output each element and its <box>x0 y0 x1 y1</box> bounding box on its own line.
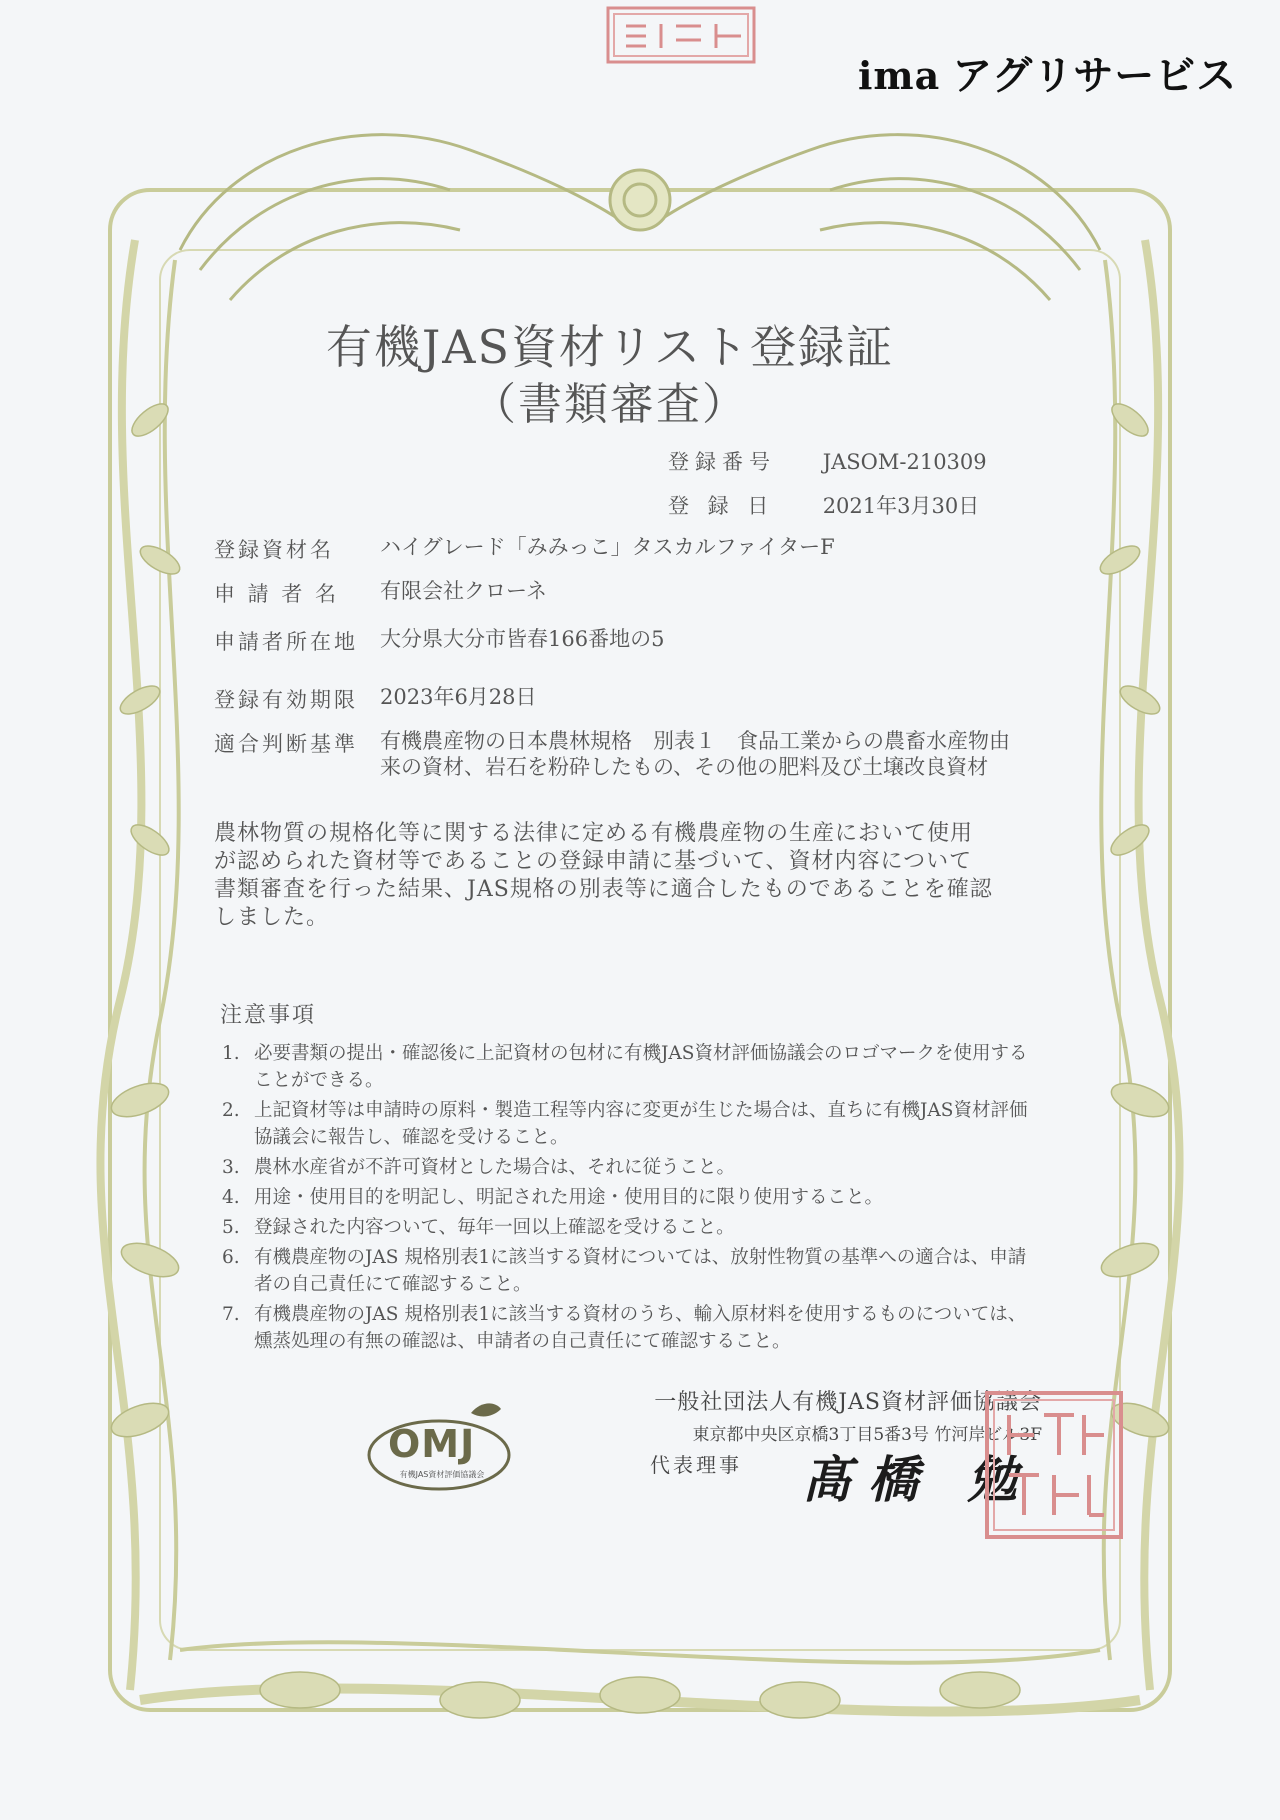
field-value: 2023年6月28日 <box>380 685 537 709</box>
note-text: 農林水産省が不許可資材とした場合は、それに従うこと。 <box>254 1157 736 1178</box>
registration-date-value: 2021年3月30日 <box>822 494 980 518</box>
note-text: 有機農産物のJAS 規格別表1に該当する資材については、放射性物質の基準への適合は、申請者の自己責任にて確認すること。 <box>254 1247 1027 1295</box>
note-number: 5. <box>222 1217 240 1238</box>
title-main: 有機JAS資材リスト登録証 <box>325 320 895 374</box>
note-number: 4. <box>222 1187 240 1208</box>
registration-date <box>668 490 979 520</box>
notes-heading: 注意事項 <box>220 1003 317 1028</box>
brand-prefix: ima <box>858 53 941 98</box>
title-sub: （書類審査） <box>472 379 748 430</box>
field-label: 適合判断基準 <box>214 732 358 756</box>
representative-signature: 髙橋 勉 <box>802 1450 1034 1509</box>
list-item <box>222 1184 1042 1211</box>
note-number: 1. <box>222 1043 240 1064</box>
field-value: 有限会社クローネ <box>380 579 547 603</box>
registration-date-label: 登 録 日 <box>668 494 775 518</box>
omj-logo-caption: 有機JAS資材評価協議会 <box>399 1470 485 1479</box>
registration-number-value: JASOM-210309 <box>822 450 987 474</box>
field-value: 大分県大分市皆春166番地の5 <box>380 627 665 651</box>
note-number: 7. <box>222 1304 240 1325</box>
note-number: 6. <box>222 1247 240 1268</box>
field-label: 申請者所在地 <box>214 630 358 654</box>
note-text: 有機農産物のJAS 規格別表1に該当する資材のうち、輸入原材料を使用するものについては、燻蒸処理の有無の確認は、申請者の自己責任にて確認すること。 <box>254 1304 1027 1352</box>
omj-logo-mark: OMJ <box>388 1422 476 1466</box>
note-text: 登録された内容ついて、毎年一回以上確認を受けること。 <box>254 1217 735 1238</box>
field-value: 有機農産物の日本農林規格 別表１ 食品工業からの農畜水産物由来の資材、岩石を粉砕したもの、その他の肥料及び土壌改良資材 <box>380 729 1010 779</box>
top-seal-stamp <box>606 6 756 64</box>
brand-stamp <box>858 44 1238 104</box>
official-seal-stamp <box>984 1390 1124 1540</box>
issuer-organization: 一般社団法人有機JAS資材評価協議会 <box>654 1390 1042 1415</box>
field-label: 申 請 者 名 <box>214 582 340 606</box>
brand-name: アグリサービス <box>952 53 1238 99</box>
note-text: 必要書類の提出・確認後に上記資材の包材に有機JAS資材評価協議会のロゴマークを使用することができる。 <box>254 1043 1028 1091</box>
notes-list <box>222 1040 1042 1358</box>
field-label: 登録有効期限 <box>214 688 358 712</box>
certification-statement: 農林物質の規格化等に関する法律に定める有機農産物の生産において使用が認められた資材等であることの登録申請に基づいて、資材内容について書類審査を行った結果、JAS規格の別表等に適合したものであることを確認しました。 <box>214 821 993 930</box>
list-item <box>222 1244 1042 1298</box>
note-text: 上記資材等は申請時の原料・製造工程等内容に変更が生じた場合は、直ちに有機JAS資材評価協議会に報告し、確認を受けること。 <box>254 1100 1028 1148</box>
list-item <box>222 1097 1042 1151</box>
representative-title: 代表理事 <box>650 1453 742 1477</box>
list-item <box>222 1301 1042 1355</box>
field-label: 登録資材名 <box>214 538 334 562</box>
list-item <box>222 1214 1042 1241</box>
issuer-block <box>572 1385 1042 1445</box>
registration-number-label: 登録番号 <box>668 450 776 474</box>
registration-number <box>668 446 987 476</box>
issuer-address: 東京都中央区京橋3丁目5番3号 竹河岸ビル3F <box>692 1425 1042 1445</box>
list-item <box>222 1154 1042 1181</box>
note-number: 3. <box>222 1157 240 1178</box>
note-text: 用途・使用目的を明記し、明記された用途・使用目的に限り使用すること。 <box>254 1187 884 1208</box>
note-number: 2. <box>222 1100 240 1121</box>
list-item <box>222 1040 1042 1094</box>
certificate-title <box>280 318 940 434</box>
field-value: ハイグレード「みみっこ」タスカルファイターF <box>380 535 835 559</box>
